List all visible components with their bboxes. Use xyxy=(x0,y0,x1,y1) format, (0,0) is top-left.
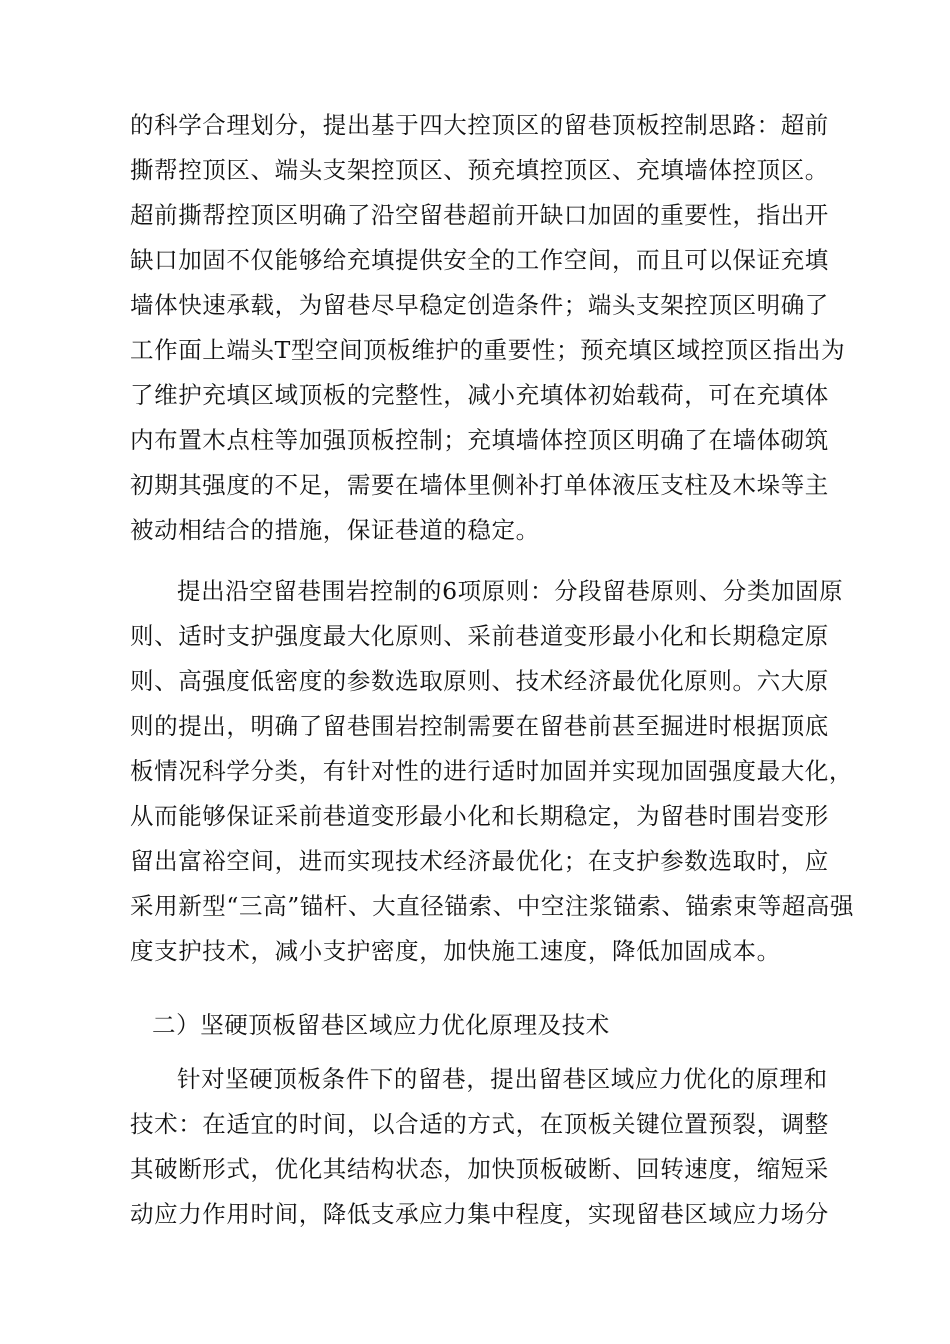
paragraph-four-control-zones xyxy=(130,103,846,553)
text-line: 从而能够保证采前巷道变形最小化和长期稳定，为留巷时围岩变形 xyxy=(130,802,829,830)
text-line: 则、适时支护强度最大化原则、采前巷道变形最小化和长期稳定原 xyxy=(130,622,829,650)
text-line: 工作面上端头T型空间顶板维护的重要性；预充填区域控顶区指出为 xyxy=(130,336,846,364)
text-line: 内布置木点柱等加强顶板控制；充填墙体控顶区明确了在墙体砌筑 xyxy=(130,426,829,454)
text-line: 留出富裕空间，进而实现技术经济最优化；在支护参数选取时，应 xyxy=(130,847,829,875)
text-line: 板情况科学分类，有针对性的进行适时加固并实现加固强度最大化， xyxy=(130,757,853,785)
text-line: 超前撕帮控顶区明确了沿空留巷超前开缺口加固的重要性，指出开 xyxy=(130,201,829,229)
text-line: 则的提出，明确了留巷围岩控制需要在留巷前甚至掘进时根据顶底 xyxy=(130,712,829,740)
text-line: 度支护技术，减小支护密度，加快施工速度，降低加固成本。 xyxy=(130,937,781,965)
text-line: 技术：在适宜的时间，以合适的方式，在顶板关键位置预裂，调整 xyxy=(130,1110,829,1138)
text-line: 的科学合理划分，提出基于四大控顶区的留巷顶板控制思路：超前 xyxy=(130,111,829,139)
paragraph-six-principles xyxy=(130,569,855,974)
text-line: 了维护充填区域顶板的完整性，减小充填体初始载荷，可在充填体 xyxy=(130,381,829,409)
text-line: 其破断形式，优化其结构状态，加快顶板破断、回转速度，缩短采 xyxy=(130,1155,829,1183)
text-line: 被动相结合的措施，保证巷道的稳定。 xyxy=(130,516,540,544)
text-line: 动应力作用时间，降低支承应力集中程度，实现留巷区域应力场分 xyxy=(130,1200,829,1228)
text-line: 提出沿空留巷围岩控制的6项原则：分段留巷原则、分类加固原 xyxy=(177,577,844,605)
text-line: 初期其强度的不足，需要在墙体里侧补打单体液压支柱及木垛等主 xyxy=(130,471,829,499)
text-line: 墙体快速承载，为留巷尽早稳定创造条件；端头支架控顶区明确了 xyxy=(130,291,829,319)
text-line: 则、高强度低密度的参数选取原则、技术经济最优化原则。六大原 xyxy=(130,667,829,695)
text-line: 采用新型“三高”锚杆、大直径锚索、中空注浆锚索、锚索束等超高强 xyxy=(130,892,855,920)
paragraph-stress-optimization xyxy=(130,1057,830,1237)
text-line: 缺口加固不仅能够给充填提供安全的工作空间，而且可以保证充填 xyxy=(130,246,829,274)
text-line: 针对坚硬顶板条件下的留巷，提出留巷区域应力优化的原理和 xyxy=(177,1065,828,1093)
section-heading: 二）坚硬顶板留巷区域应力优化原理及技术 xyxy=(152,1011,610,1039)
text-line: 撕帮控顶区、端头支架控顶区、预充填控顶区、充填墙体控顶区。 xyxy=(130,156,829,184)
